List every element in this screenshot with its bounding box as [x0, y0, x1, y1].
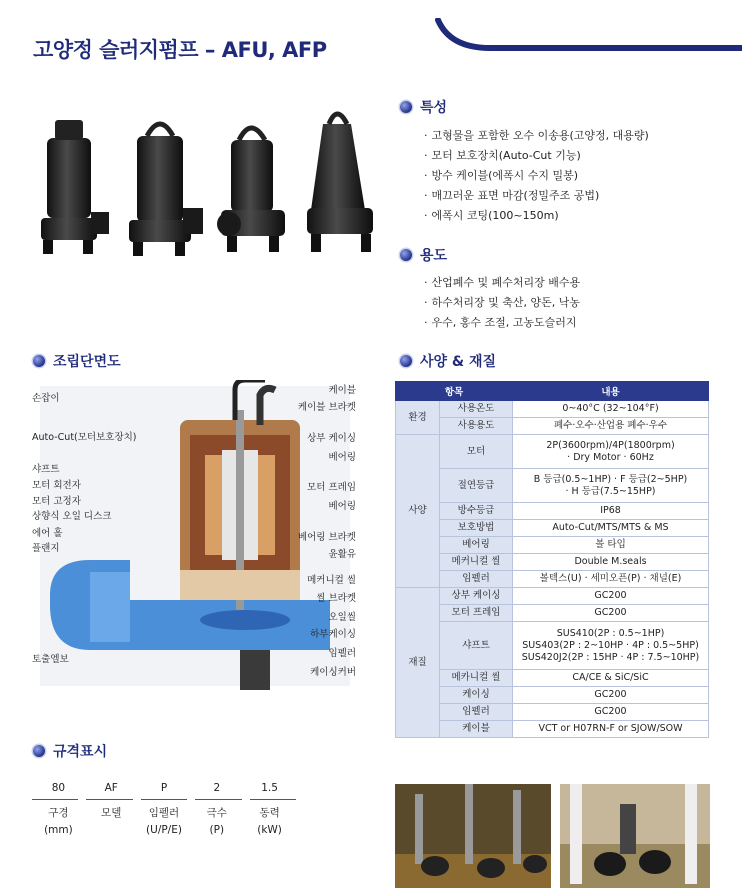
list-item: · 하수처리장 및 축산, 양돈, 낙농: [424, 293, 580, 313]
col-header-content: 내용: [513, 382, 709, 401]
code-value: 80: [51, 782, 66, 794]
list-item: · 매끄러운 표면 마감(정밀주조 공법): [424, 186, 649, 206]
product-photos: [25, 100, 385, 260]
label-bearing-2: 베어링: [328, 501, 356, 512]
code-name: 구경: [48, 807, 69, 819]
table-row: 케이블 VCT or H07RN-F or SJOW/SOW: [396, 721, 709, 738]
spec-table: [395, 381, 709, 738]
table-row: 임펠러 볼텍스(U) · 세미오픈(P) · 채널(E): [396, 571, 709, 588]
code-name: 모델: [101, 807, 122, 819]
label-motor-rotor: 모터 회전자: [32, 480, 81, 491]
code-name: 임펠러: [148, 807, 180, 819]
code-name: 극수: [206, 807, 227, 819]
code-units: [32, 824, 296, 836]
label-air-hole: 에어 홀: [32, 528, 63, 539]
label-flange: 플랜지: [32, 543, 60, 554]
list-item: · 모터 보호장치(Auto-Cut 기능): [424, 146, 649, 166]
section-bullet-icon: [400, 249, 412, 261]
list-item: · 산업폐수 및 폐수처리장 배수용: [424, 273, 580, 293]
code-heading: 규격표시: [33, 741, 107, 761]
table-row: 케이싱 GC200: [396, 687, 709, 704]
label-oil-disc: 상향식 오일 디스크: [32, 511, 112, 522]
label-motor-frame: 모터 프레임: [307, 482, 356, 493]
label-oil-seal: 오일씰: [328, 612, 356, 623]
table-row: 메카니컬 씰 CA/CE & SiC/SiC: [396, 670, 709, 687]
uses-heading: 용도: [400, 245, 447, 265]
label-bearing-bracket: 베어링 브라켓: [297, 532, 356, 543]
installation-photo-2: [560, 784, 710, 888]
code-values: [32, 782, 296, 794]
list-item: · 고형물을 포함한 오수 이송용(고양정, 대용량): [424, 126, 649, 146]
table-row: 사양 모터 2P(3600rpm)/4P(1800rpm) · Dry Motor · 60Hz: [396, 435, 709, 469]
section-bullet-icon: [33, 745, 45, 757]
label-discharge-elbow: 토출엘보: [32, 654, 69, 665]
label-cable-bracket: 케이블 브라켓: [297, 402, 356, 413]
label-mechanical-seal: 메커니컬 씰: [307, 575, 356, 586]
label-cable: 케이블: [328, 385, 356, 396]
label-auto-cut: Auto-Cut(모터보호장치): [32, 432, 137, 443]
label-lower-casing: 하부케이싱: [310, 629, 356, 640]
code-unit: (mm): [44, 824, 73, 836]
table-row: 사용용도 폐수·오수·산업용 폐수·우수: [396, 418, 709, 435]
code-name: 동력: [259, 807, 280, 819]
label-lubricant: 윤활유: [328, 549, 356, 560]
pump-photo-3: [217, 128, 285, 252]
table-row: 샤프트 SUS410(2P : 0.5~1HP) SUS403(2P : 2~10HP · 4P : 0.5~5HP) SUS420J2(2P : 15HP · 4P : 7.5~10HP): [396, 622, 709, 670]
code-value: AF: [104, 782, 118, 794]
table-row: 보호방법 Auto-Cut/MTS/MTS & MS: [396, 520, 709, 537]
label-motor-stator: 모터 고정자: [32, 496, 81, 507]
assembly-heading: 조립단면도: [33, 351, 121, 371]
code-names: [32, 805, 296, 820]
header-swoosh-decoration: [430, 18, 742, 58]
table-row: 환경 사용온도 0~40°C (32~104°F): [396, 401, 709, 418]
code-unit: (U/P/E): [146, 824, 182, 836]
installation-photo-1: [395, 784, 551, 888]
list-item: · 방수 케이블(에폭시 수지 밀봉): [424, 166, 649, 186]
label-bearing: 베어링: [328, 452, 356, 463]
list-item: · 에폭시 코팅(100~150m): [424, 206, 649, 226]
table-row: 모터 프레임 GC200: [396, 605, 709, 622]
uses-list: [424, 273, 580, 333]
section-bullet-icon: [33, 355, 45, 367]
pump-photo-1: [41, 120, 109, 254]
table-row: 재질 상부 케이싱 GC200: [396, 588, 709, 605]
table-row: 베어링 볼 타입: [396, 537, 709, 554]
code-unit: (P): [209, 824, 225, 836]
code-value: 2: [213, 782, 221, 794]
label-seal-bracket: 씰 브라켓: [316, 593, 356, 604]
table-row: 메커니컬 씰 Double M.seals: [396, 554, 709, 571]
label-upper-casing: 상부 케이싱: [307, 433, 356, 444]
label-impeller: 임펠러: [328, 648, 356, 659]
pump-photo-4: [307, 114, 373, 252]
table-row: 방수등급 IP68: [396, 503, 709, 520]
features-heading: 특성: [400, 97, 447, 117]
table-row: 절연등급 B 등급(0.5~1HP) · F 등급(2~5HP) · H 등급(7.5~15HP): [396, 469, 709, 503]
section-bullet-icon: [400, 101, 412, 113]
page-title: 고양정 슬러지펌프 – AFU, AFP: [33, 38, 327, 62]
spec-heading: 사양 & 재질: [400, 351, 496, 371]
code-value: 1.5: [261, 782, 278, 794]
section-bullet-icon: [400, 355, 412, 367]
features-list: [424, 126, 649, 226]
list-item: · 우수, 홍수 조절, 고농도슬러지: [424, 313, 580, 333]
pump-photo-2: [129, 124, 203, 256]
table-row: 임펠러 GC200: [396, 704, 709, 721]
code-unit: [85, 824, 138, 836]
label-shaft: 샤프트: [32, 464, 60, 475]
code-unit: (kW): [257, 824, 282, 836]
col-header-item: 항목: [396, 382, 513, 401]
code-underline: [32, 799, 296, 800]
label-handle: 손잡이: [32, 393, 60, 404]
code-value: P: [160, 782, 168, 794]
label-casing-cover: 케이싱커버: [310, 667, 356, 678]
